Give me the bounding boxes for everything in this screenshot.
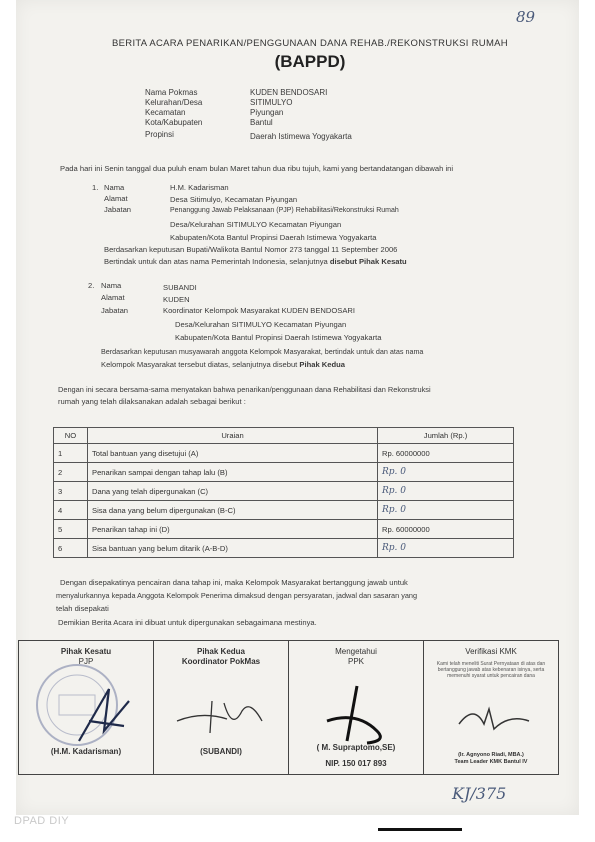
row-jumlah: Rp. 0: [378, 482, 514, 501]
party2-basis-line2: [101, 360, 345, 369]
party2-nama: SUBANDI: [163, 283, 197, 292]
signature-scrawl: [454, 699, 534, 739]
row-jumlah: Rp. 0: [378, 501, 514, 520]
info-label: Kecamatan: [145, 108, 186, 117]
party1-jabatan-line3: Kabupaten/Kota Bantul Propinsi Daerah Istimewa Yogyakarta: [170, 233, 377, 242]
table-row: [54, 463, 514, 482]
row-uraian: Total bantuan yang disetujui (A): [88, 444, 378, 463]
closing-line1: Dengan disepakatinya pencairan dana tahap ini, maka Kelompok Masyarakat bertanggung jawab untuk: [60, 578, 408, 587]
row-jumlah: Rp. 0: [378, 463, 514, 482]
party1-jabatan-line1: Penanggung Jawab Pelaksanaan (PJP) Rehabilitasi/Rekonstruksi Rumah: [170, 207, 399, 214]
sig-title-line2: Koordinator PokMas: [181, 657, 261, 666]
row-uraian: Penarikan tahap ini (D): [88, 520, 378, 539]
info-label: Kelurahan/Desa: [145, 98, 203, 107]
sig-title-line1: Mengetahui: [335, 647, 377, 656]
party1-jabatan-line2: Desa/Kelurahan SITIMULYO Kecamatan Piyungan: [170, 220, 342, 229]
sig-name: (Ir. Agnyono Riadi, MBA.): [458, 752, 524, 758]
info-label: Kota/Kabupaten: [145, 118, 203, 127]
bottom-divider: [378, 828, 462, 831]
row-no: 5: [54, 520, 88, 539]
table-row: [54, 520, 514, 539]
info-value: Daerah Istimewa Yogyakarta: [250, 132, 352, 141]
party1-basis: Berdasarkan keputusan Bupati/Walikota Bantul Nomor 273 tanggal 11 September 2006: [104, 245, 398, 254]
sig-title-line1: Pihak Kesatu: [60, 647, 112, 656]
info-label: Nama Pokmas: [145, 88, 198, 97]
closing-line4: Demikian Berita Acara ini dibuat untuk dipergunakan sebagaimana mestinya.: [58, 618, 317, 627]
info-value: KUDEN BENDOSARI: [250, 88, 328, 97]
closing-line2: menyalurkannya kepada Anggota Kelompok Penerima dimaksud dengan persyaratan, jadwal dan sasaran yang: [56, 591, 418, 600]
party1-nama: H.M. Kadarisman: [170, 183, 229, 192]
sig-title-line1: Pihak Kedua: [196, 647, 245, 656]
info-value: Bantul: [250, 118, 273, 127]
party2-basis-line1: Berdasarkan keputusan musyawarah anggota Kelompok Masyarakat, bertindak untuk dan atas nama: [101, 347, 424, 356]
signature-pihak-kedua: [154, 641, 289, 774]
statement-line2: rumah yang telah dilaksanakan adalah sebagai berikut :: [58, 397, 246, 406]
row-jumlah: Rp. 60000000: [378, 520, 514, 539]
signature-scrawl: [317, 681, 397, 751]
party2-basis-text: Kelompok Masyarakat tersebut diatas, selanjutnya disebut: [101, 360, 298, 369]
row-jumlah: Rp. 0: [378, 539, 514, 558]
row-uraian: Dana yang telah dipergunakan (C): [88, 482, 378, 501]
party2-jabatan-line2: Desa/Kelurahan SITIMULYO Kecamatan Piyungan: [175, 320, 347, 329]
page-number: 89: [516, 8, 536, 26]
party1-acting-text: Bertindak untuk dan atas nama Pemerintah Indonesia, selanjutnya: [104, 257, 328, 266]
row-no: 6: [54, 539, 88, 558]
funds-table: [53, 427, 514, 558]
sig-role: Team Leader KMK Bantul IV: [454, 759, 528, 765]
header-jumlah: Jumlah (Rp.): [378, 428, 514, 444]
info-label: Propinsi: [145, 130, 174, 139]
table-header-row: [54, 428, 514, 444]
row-no: 4: [54, 501, 88, 520]
party1-jabatan-label: Jabatan: [104, 205, 132, 214]
signature-scrawl: [69, 681, 139, 751]
party1-alamat: Desa Sitimulyo, Kecamatan Piyungan: [170, 195, 298, 204]
signature-pihak-kesatu: [19, 641, 154, 774]
sig-name: (H.M. Kadarisman): [50, 747, 122, 756]
signature-scrawl: [172, 691, 272, 741]
table-row: [54, 501, 514, 520]
sig-name: ( M. Supraptomo,SE): [316, 743, 396, 752]
party2-jabatan-line1: Koordinator Kelompok Masyarakat KUDEN BENDOSARI: [163, 306, 356, 315]
party2-designation: Pihak Kedua: [299, 360, 345, 369]
archive-code: KJ/375: [452, 784, 507, 803]
row-no: 3: [54, 482, 88, 501]
sig-name: (SUBANDI): [200, 747, 242, 756]
table-row: [54, 482, 514, 501]
signature-block: [18, 640, 559, 775]
row-uraian: Sisa bantuan yang belum ditarik (A-B-D): [88, 539, 378, 558]
document-subtitle: (BAPPD): [274, 52, 346, 71]
party2-number: 2.: [88, 281, 95, 290]
party2-alamat-label: Alamat: [101, 293, 125, 302]
sig-title: [154, 647, 288, 667]
header-uraian: Uraian: [88, 428, 378, 444]
closing-line3: telah disepakati: [56, 604, 109, 613]
signature-mengetahui: [289, 641, 424, 774]
table-row: [54, 444, 514, 463]
sig-nip: NIP. 150 017 893: [325, 759, 387, 768]
row-no: 2: [54, 463, 88, 482]
pokmas-info: [0, 88, 595, 158]
party2-nama-label: Nama: [101, 281, 122, 290]
signature-verifikasi-kmk: [424, 641, 558, 774]
table-row: [54, 539, 514, 558]
kmk-statement: Kami telah meneliti Surat Pernyataan di atas dan bertanggung jawab atas kebenaran isinya, serta memenuhi syarat untuk pencairan dana: [436, 661, 546, 679]
row-uraian: Sisa dana yang belum dipergunakan (B-C): [88, 501, 378, 520]
party1-number: 1.: [92, 183, 99, 192]
sig-title: [289, 647, 423, 667]
sig-title-line2: PPK: [347, 657, 364, 666]
party2-jabatan-line3: Kabupaten/Kota Bantul Propinsi Daerah Istimewa Yogyakarta: [175, 333, 382, 342]
info-value: Piyungan: [250, 108, 284, 117]
info-value: SITIMULYO: [250, 98, 293, 107]
statement-line1: Dengan ini secara bersama-sama menyatakan bahwa penarikan/penggunaan dana Rehabilitasi dan Rekonstruksi: [58, 385, 431, 394]
party2-alamat: KUDEN: [163, 295, 190, 304]
party1-alamat-label: Alamat: [104, 194, 128, 203]
row-uraian: Penarikan sampai dengan tahap lalu (B): [88, 463, 378, 482]
sig-title: Verifikasi KMK: [465, 647, 517, 656]
party1-designation: disebut Pihak Kesatu: [329, 257, 407, 266]
party2-jabatan-label: Jabatan: [101, 306, 129, 315]
header-no: NO: [54, 428, 88, 444]
row-no: 1: [54, 444, 88, 463]
row-jumlah: Rp. 60000000: [378, 444, 514, 463]
party1-acting: [104, 257, 407, 266]
watermark: DPAD DIY: [14, 815, 70, 827]
intro-text: Pada hari ini Senin tanggal dua puluh enam bulan Maret tahun dua ribu tujuh, kami yang bertandatangan dibawah ini: [60, 164, 454, 173]
document-title: BERITA ACARA PENARIKAN/PENGGUNAAN DANA REHAB./REKONSTRUKSI RUMAH: [112, 38, 508, 49]
party1-nama-label: Nama: [104, 183, 125, 192]
sig-title-line2: PJP: [78, 657, 94, 666]
